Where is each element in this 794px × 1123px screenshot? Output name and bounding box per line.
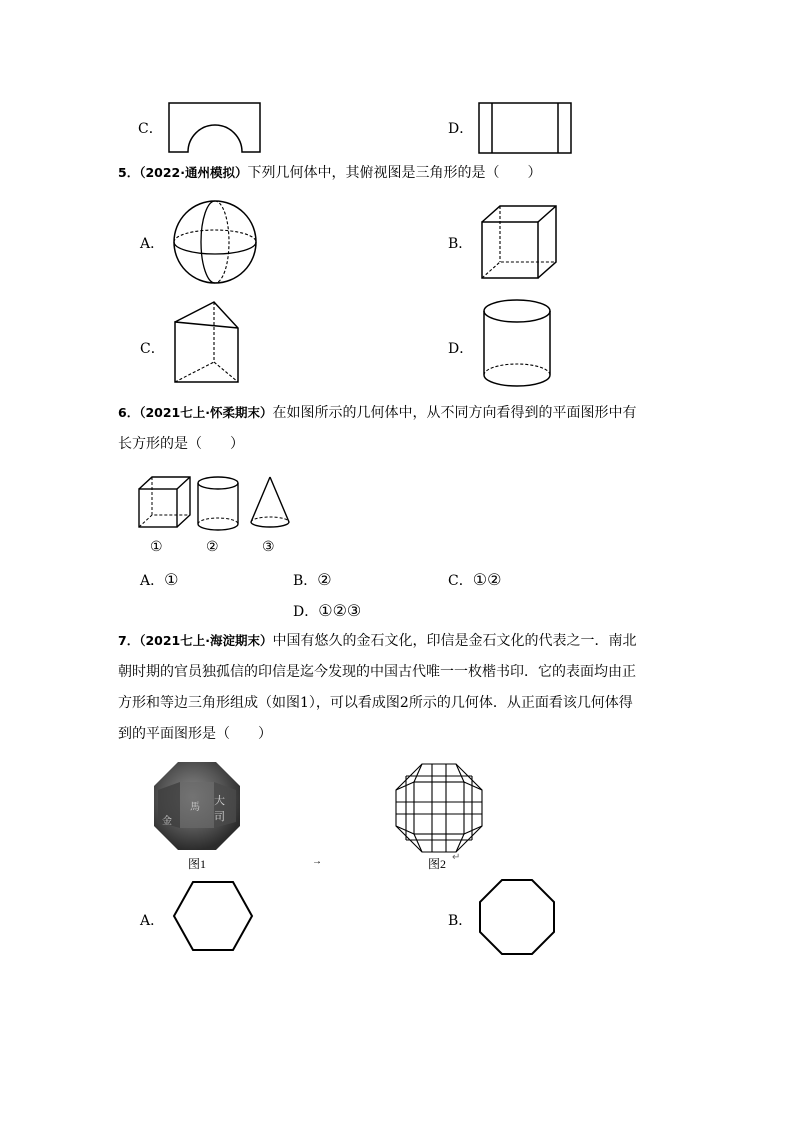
q7-stem: [118, 625, 637, 750]
q6-option-b-label: B．: [293, 573, 318, 589]
fig2-caption: 图2: [428, 857, 447, 871]
cube-figure: [480, 204, 560, 280]
fig1-caption: 图1: [188, 857, 207, 871]
q6-option-a-value: ①: [164, 570, 179, 589]
q7-stem-line3: 方形和等边三角形组成（如图1），可以看成图2所示的几何体．从正面看该几何体得: [118, 695, 633, 711]
q6-figure-label-3: ③: [262, 539, 275, 555]
q6-stem-line2: 长方形的是（ ）: [118, 436, 244, 452]
q6-option-c: [448, 570, 501, 590]
q6-option-b: [293, 570, 332, 590]
arrow-icon: →: [312, 856, 322, 867]
svg-text:馬: 馬: [190, 802, 200, 813]
q5-option-d-label: D．: [448, 341, 474, 357]
q6-option-c-value: ①②: [472, 570, 502, 589]
q5-stem-text: 下列几何体中，其俯视图是三角形的是（ ）: [247, 165, 542, 181]
q6-figure-label-2: ②: [206, 539, 219, 555]
q6-stem: [118, 397, 637, 460]
q6-option-d-label: D．: [293, 604, 319, 620]
q6-cylinder-figure: [197, 476, 241, 532]
q7-source: （2021七上·海淀期末）: [139, 633, 273, 648]
svg-text:司: 司: [214, 810, 225, 823]
q6-stem-line1: 在如图所示的几何体中，从不同方向看得到的平面图形中有: [272, 405, 637, 421]
q5-option-a-label: A．: [140, 236, 165, 252]
q5-option-b-label: B．: [448, 236, 473, 252]
q7-option-a-label: A．: [140, 913, 165, 929]
hexagon-figure: [172, 880, 254, 952]
q6-figure-label-1: ①: [150, 539, 163, 555]
return-mark-icon: ↵: [452, 852, 461, 863]
svg-text:金: 金: [162, 816, 172, 827]
q6-number: 6．: [118, 405, 140, 420]
q5-stem: [118, 157, 542, 189]
q6-option-a-label: A．: [140, 573, 165, 589]
q6-source: （2021七上·怀柔期末）: [139, 405, 273, 420]
q6-option-b-value: ②: [317, 570, 332, 589]
q4-option-c-label: C．: [138, 121, 163, 137]
triangular-prism-figure: [172, 300, 244, 386]
q7-stem-line2: 朝时期的官员独孤信的印信是迄今发现的中国古代唯一一枚楷书印．它的表面均由正: [118, 664, 636, 680]
q6-option-c-label: C．: [448, 573, 473, 589]
cylinder-figure: [482, 298, 554, 390]
sphere-figure: [172, 200, 262, 284]
q5-source: （2022·通州模拟）: [139, 165, 248, 180]
q7-option-b-label: B．: [448, 913, 473, 929]
q4-option-d-label: D．: [448, 121, 474, 137]
q7-stem-line1: 中国有悠久的金石文化，印信是金石文化的代表之一．南北: [272, 633, 637, 649]
q5-option-c-label: C．: [140, 341, 165, 357]
q6-option-d-value: ①②③: [318, 601, 362, 620]
octagon-figure: [478, 878, 558, 958]
q6-option-d: [293, 601, 361, 621]
seal-photo-image: [152, 760, 242, 852]
q6-cube-figure: [138, 476, 192, 530]
rhombicuboctahedron-figure: [392, 762, 486, 856]
q5-number: 5．: [118, 165, 140, 180]
q4-option-c-figure: [168, 102, 262, 154]
svg-text:大: 大: [214, 794, 225, 807]
q4-option-d-figure: [478, 102, 572, 154]
q7-number: 7．: [118, 633, 140, 648]
q7-stem-line4: 到的平面图形是（ ）: [118, 726, 272, 742]
q6-cone-figure: [249, 476, 293, 532]
q6-option-a: [140, 570, 178, 590]
